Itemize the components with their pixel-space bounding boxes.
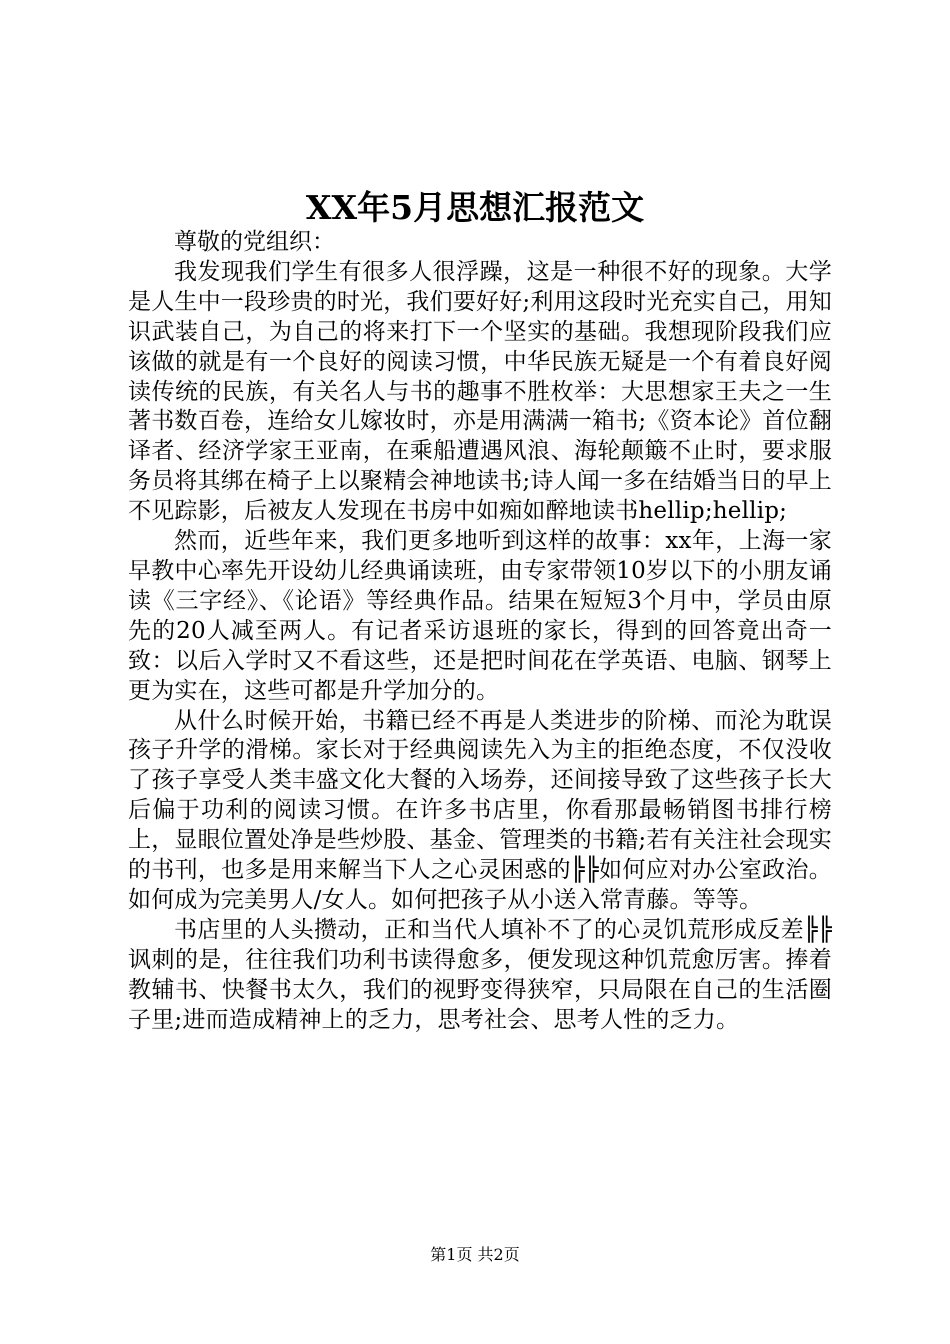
paragraph-4: 书店里的人头攒动，正和当代人填补不了的心灵饥荒形成反差╠╠讽刺的是，往往我们功利书读得愈多，便发现这种饥荒愈厉害。捧着教辅书、快餐书太久，我们的视野变得狭窄，只局限在自己的生活圈子里;进而造成精神上的乏力，思考社会、思考人性的乏力。	[128, 916, 832, 1033]
paragraph-3: 从什么时候开始，书籍已经不再是人类进步的阶梯、而沦为耽误孩子升学的滑梯。家长对于经典阅读先入为主的拒绝态度，不仅没收了孩子享受人类丰盛文化大餐的入场券，还间接导致了这些孩子长大后偏于功利的阅读习惯。在许多书店里，你看那最畅销图书排行榜上，显眼位置处净是些炒股、基金、管理类的书籍;若有关注社会现实的书刊，也多是用来解当下人之心灵困惑的╠╠如何应对办公室政治。如何成为完美男人/女人。如何把孩子从小送入常青藤。等等。	[128, 707, 832, 913]
salutation: 尊敬的党组织：	[174, 229, 335, 255]
page-total: 共2页	[477, 1245, 520, 1264]
paragraph-1: 我发现我们学生有很多人很浮躁，这是一种很不好的现象。大学是人生中一段珍贵的时光，我们要好好;利用这段时光充实自己，用知识武装自己，为自己的将来打下一个坚实的基础。我想现阶段我们应该做的就是有一个良好的阅读习惯，中华民族无疑是一个有着良好阅读传统的民族，有关名人与书的趣事不胜枚举：大思想家王夫之一生著书数百卷，连给女儿嫁妆时，亦是用满满一箱书;《资本论》首位翻译者、经济学家王亚南，在乘船遭遇风浪、海轮颠簸不止时，要求服务员将其绑在椅子上以聚精会神地读书;诗人闻一多在结婚当日的早上不见踪影，后被友人发现在书房中如痴如醉地读书hellip;hellip;	[128, 258, 832, 525]
paragraph-2: 然而，近些年来，我们更多地听到这样的故事：xx年，上海一家早教中心率先开设幼儿经典诵读班，由专家带领10岁以下的小朋友诵读《三字经》、《论语》等经典作品。结果在短短3个月中，学员由原先的20人减至两人。有记者采访退班的家长，得到的回答竟出奇一致：以后入学时又不看这些，还是把时间花在学英语、电脑、钢琴上更为实在，这些可都是升学加分的。	[128, 528, 832, 704]
page-number: 第1页	[430, 1245, 473, 1264]
document-body	[128, 228, 832, 1035]
page-footer	[0, 1244, 950, 1266]
document-title: XX年5月思想汇报范文	[305, 188, 645, 227]
